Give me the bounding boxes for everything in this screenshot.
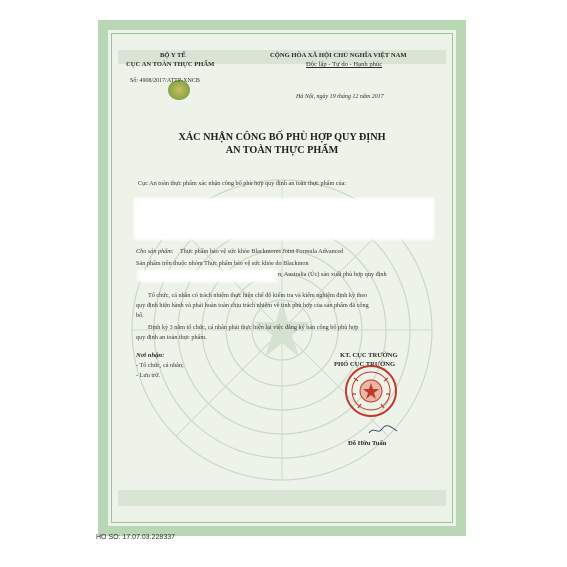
certificate-document (98, 20, 466, 536)
paragraph-2-line1: Định kỳ 3 năm tổ chức, cá nhân phải thực hiện lại việc đăng ký bản công bố phù hợp (148, 324, 359, 331)
national-motto: Độc lập - Tự do - Hạnh phúc (306, 61, 383, 68)
document-title-line1: XÁC NHẬN CÔNG BỐ PHÙ HỢP QUY ĐỊNH (178, 132, 386, 143)
issue-date: Hà Nội, ngày 19 tháng 12 năm 2017 (296, 94, 384, 100)
intro-text: Cục An toàn thực phẩm xác nhận công bố phù hợp quy định an toàn thực phẩm của: (138, 180, 347, 187)
paragraph-2-line2: quy định an toàn thực phẩm. (136, 334, 207, 341)
product-label: Cho sản phẩm: (136, 248, 174, 255)
official-red-seal-icon (344, 364, 398, 418)
paragraph-1-line1: Tổ chức, cá nhân có trách nhiệm thực hiện chế độ kiểm tra và kiểm nghiệm định kỳ theo (148, 292, 368, 299)
ministry-name: BỘ Y TẾ (160, 52, 186, 59)
country-name: CỘNG HÒA XÃ HỘI CHỦ NGHĨA VIỆT NAM (270, 52, 407, 59)
redacted-applicant (134, 198, 434, 240)
signer-title-2: PHÓ CỤC TRƯỞNG (334, 361, 396, 368)
paragraph-1-line2: quy định hiện hành và phải hoàn toàn chịu trách nhiệm về tính phù hợp của sản phẩm đã công (136, 302, 369, 309)
product-value: Thực phẩm bảo vệ sức khỏe Blackmores Joint Formula Advanced (180, 248, 344, 255)
product-group-text: Sản phẩm trên thuộc nhóm Thực phẩm bảo vệ sức khỏe do Blackmon (136, 260, 309, 267)
dossier-number: HO SO: 17.07.03.228337 (96, 534, 175, 541)
recipients-label: Nơi nhận: (136, 352, 165, 359)
signer-name: Đỗ Hữu Tuấn (348, 440, 387, 447)
redacted-manufacturer (138, 270, 278, 282)
agency-name: CỤC AN TOÀN THỰC PHẨM (126, 61, 215, 68)
document-number: Số: 4908/2017/ATTP-XNCB (130, 78, 200, 84)
signer-title-1: KT. CỤC TRƯỞNG (340, 352, 398, 359)
recipient-item-2: - Lưu trữ. (136, 372, 161, 379)
manufacturer-text: n, Australia (Úc) sản xuất phù hợp quy định (278, 271, 387, 278)
paragraph-1-line3: bố. (136, 312, 144, 319)
recipient-item-1: - Tổ chức, cá nhân; (136, 362, 184, 369)
document-title-line2: AN TOÀN THỰC PHẨM (225, 145, 339, 156)
handwritten-signature-icon (368, 424, 398, 436)
